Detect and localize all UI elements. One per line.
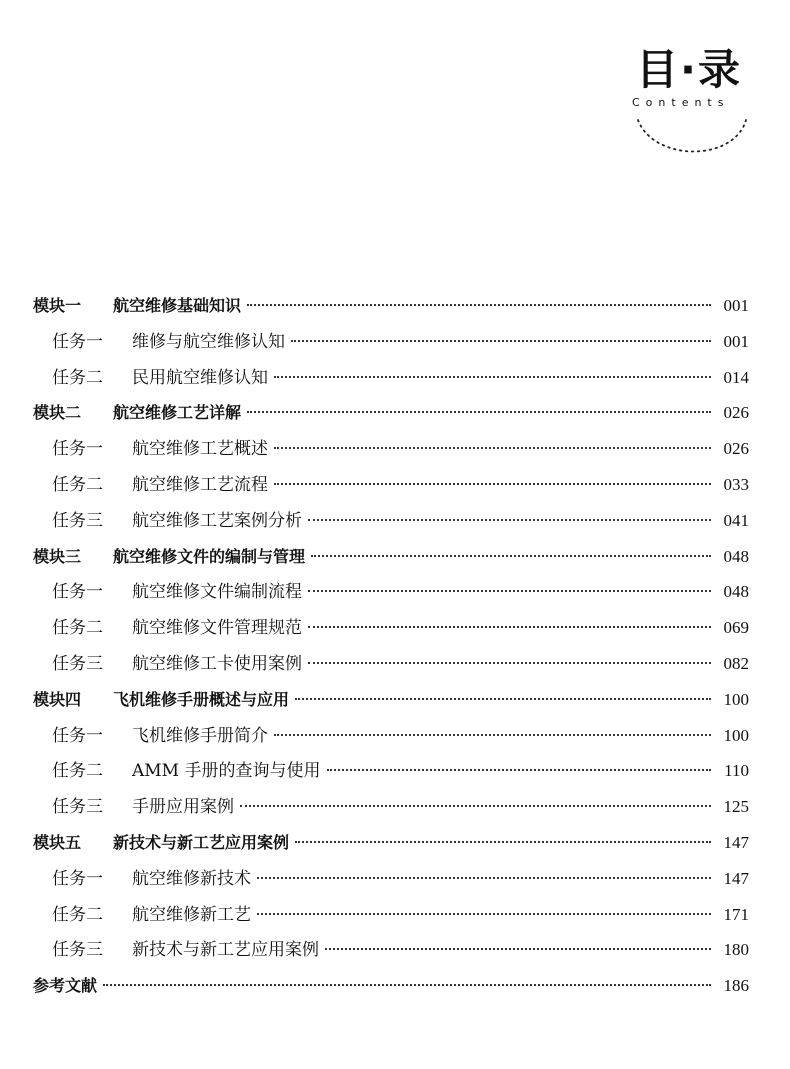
toc-entry-number: 任务二 <box>52 474 103 495</box>
toc-entry-label <box>52 504 302 540</box>
dot-leader <box>308 662 711 664</box>
toc-page-number: 147 <box>723 832 749 852</box>
toc-page-number: 001 <box>723 331 749 351</box>
toc-entry-number: 任务二 <box>52 761 103 782</box>
toc-task-entry[interactable] <box>33 610 749 646</box>
toc-entry-title: 航空维修新技术 <box>132 868 251 889</box>
dot-leader <box>257 913 711 915</box>
toc-module-entry[interactable] <box>33 539 749 575</box>
toc-page-number: 100 <box>723 725 749 745</box>
toc-task-entry[interactable] <box>33 503 749 539</box>
toc-entry-label <box>33 288 241 324</box>
toc-task-entry[interactable] <box>33 574 749 610</box>
toc-entry-number: 任务二 <box>52 904 103 925</box>
dot-leader <box>103 984 711 986</box>
toc-entry-label <box>52 611 302 647</box>
toc-task-entry[interactable] <box>33 861 749 897</box>
toc-task-entry[interactable] <box>33 467 749 503</box>
toc-entry-title: 维修与航空维修认知 <box>132 331 285 352</box>
dot-leader <box>295 841 711 843</box>
toc-entry-label <box>52 719 268 755</box>
toc-entry-title: 飞机维修手册概述与应用 <box>113 689 290 709</box>
dot-leader <box>274 376 711 378</box>
toc-task-entry[interactable] <box>33 431 749 467</box>
toc-module-entry[interactable] <box>33 288 749 324</box>
toc-entry-label <box>33 395 241 431</box>
dot-leader <box>311 555 711 557</box>
toc-entry-label <box>52 325 285 361</box>
toc-entry-number: 模块一 <box>33 296 82 315</box>
toc-page-number: 014 <box>723 367 749 387</box>
toc-entry-title: 航空维修工艺案例分析 <box>132 510 302 531</box>
toc-entry-number: 任务一 <box>52 582 103 603</box>
toc-entry-label <box>52 432 268 468</box>
toc-entry-label <box>52 468 268 504</box>
toc-entry-number: 任务一 <box>52 725 103 746</box>
toc-entry-title: 民用航空维修认知 <box>132 367 268 388</box>
toc-entry-title: 航空维修工卡使用案例 <box>132 653 302 674</box>
contents-subtitle: Contents <box>632 96 730 109</box>
toc-entry-label <box>52 933 319 969</box>
toc-entry-title: 航空维修工艺流程 <box>132 474 268 495</box>
toc-entry-label <box>33 968 97 1004</box>
toc-entry-number: 任务一 <box>52 331 103 352</box>
dot-leader <box>308 519 711 521</box>
toc-entry-label <box>52 754 321 790</box>
toc-entry-number: 任务二 <box>52 618 103 639</box>
toc-entry-label <box>33 825 289 861</box>
toc-entry-title: 手册应用案例 <box>132 797 234 818</box>
toc-entry-label <box>52 647 302 683</box>
toc-entry-title: 飞机维修手册简介 <box>132 725 268 746</box>
toc-entry-title: 新技术与新工艺应用案例 <box>132 940 319 961</box>
toc-entry-title: 参考文献 <box>33 976 98 996</box>
toc-entry-title: 航空维修新工艺 <box>132 904 251 925</box>
toc-module-entry[interactable] <box>33 395 749 431</box>
toc-entry-number: 任务一 <box>52 868 103 889</box>
toc-page-number: 001 <box>723 296 749 315</box>
toc-page-number: 033 <box>723 474 749 494</box>
toc-page-number: 082 <box>723 653 749 673</box>
toc-entry-number: 模块五 <box>33 832 82 852</box>
toc-task-entry[interactable] <box>33 718 749 754</box>
toc-page-number: 100 <box>723 689 749 709</box>
dot-leader <box>308 626 711 628</box>
toc-page-number: 048 <box>723 582 749 602</box>
toc-page-number: 048 <box>723 546 749 566</box>
toc-entry-label <box>52 898 251 934</box>
toc-page-number: 110 <box>724 761 749 781</box>
toc-page-number: 171 <box>723 904 749 924</box>
dot-leader <box>240 805 711 807</box>
toc-entry-title: AMM 手册的查询与使用 <box>132 761 321 782</box>
toc-page-number: 125 <box>723 797 749 817</box>
dot-leader <box>247 304 711 306</box>
toc-entry-label <box>52 575 302 611</box>
toc-task-entry[interactable] <box>33 789 749 825</box>
toc-entry-label <box>33 682 289 718</box>
toc-entry-number: 任务三 <box>52 510 103 531</box>
toc-page-number: 026 <box>723 403 749 423</box>
toc-entry-label <box>52 361 268 397</box>
contents-heading <box>600 30 780 170</box>
dot-leader <box>308 590 711 592</box>
toc-entry-number: 任务三 <box>52 653 103 674</box>
toc-page-number: 041 <box>723 510 749 530</box>
toc-task-entry[interactable] <box>33 324 749 360</box>
toc-entry-title: 航空维修工艺概述 <box>132 439 268 460</box>
toc-task-entry[interactable] <box>33 897 749 933</box>
toc-module-entry[interactable] <box>33 968 749 1004</box>
toc-entry-number: 任务三 <box>52 797 103 818</box>
toc-task-entry[interactable] <box>33 360 749 396</box>
toc-entry-label <box>52 790 234 826</box>
dot-leader <box>295 698 711 700</box>
toc-entry-number: 任务三 <box>52 940 103 961</box>
toc-page-number: 026 <box>723 439 749 459</box>
toc-entry-number: 模块三 <box>33 546 82 566</box>
toc-entry-label <box>52 862 251 898</box>
toc-entry-number: 任务二 <box>52 367 103 388</box>
toc-entry-title: 新技术与新工艺应用案例 <box>113 832 290 852</box>
dot-leader <box>274 483 711 485</box>
toc-entry-label <box>33 539 305 575</box>
dotted-arc-ornament <box>634 100 754 164</box>
contents-title: 目·录 <box>636 45 742 94</box>
toc-page-number: 186 <box>723 976 749 996</box>
toc-entry-title: 航空维修基础知识 <box>113 296 242 315</box>
toc-page-number: 147 <box>723 868 749 888</box>
dot-leader <box>247 411 711 413</box>
dot-leader <box>274 447 711 449</box>
dot-leader <box>291 340 711 342</box>
table-of-contents <box>33 288 749 1004</box>
dot-leader <box>325 948 711 950</box>
toc-task-entry[interactable] <box>33 753 749 789</box>
toc-entry-number: 任务一 <box>52 439 103 460</box>
toc-entry-title: 航空维修工艺详解 <box>113 403 242 423</box>
toc-task-entry[interactable] <box>33 646 749 682</box>
toc-module-entry[interactable] <box>33 682 749 718</box>
dot-leader <box>257 877 711 879</box>
dot-leader <box>327 769 712 771</box>
dot-leader <box>274 734 711 736</box>
toc-entry-number: 模块二 <box>33 403 82 423</box>
toc-entry-number: 模块四 <box>33 689 82 709</box>
toc-page-number: 180 <box>723 940 749 960</box>
toc-entry-title: 航空维修文件编制流程 <box>132 582 302 603</box>
toc-entry-title: 航空维修文件管理规范 <box>132 618 302 639</box>
toc-task-entry[interactable] <box>33 932 749 968</box>
toc-page-number: 069 <box>723 618 749 638</box>
toc-entry-title: 航空维修文件的编制与管理 <box>113 546 306 566</box>
toc-module-entry[interactable] <box>33 825 749 861</box>
